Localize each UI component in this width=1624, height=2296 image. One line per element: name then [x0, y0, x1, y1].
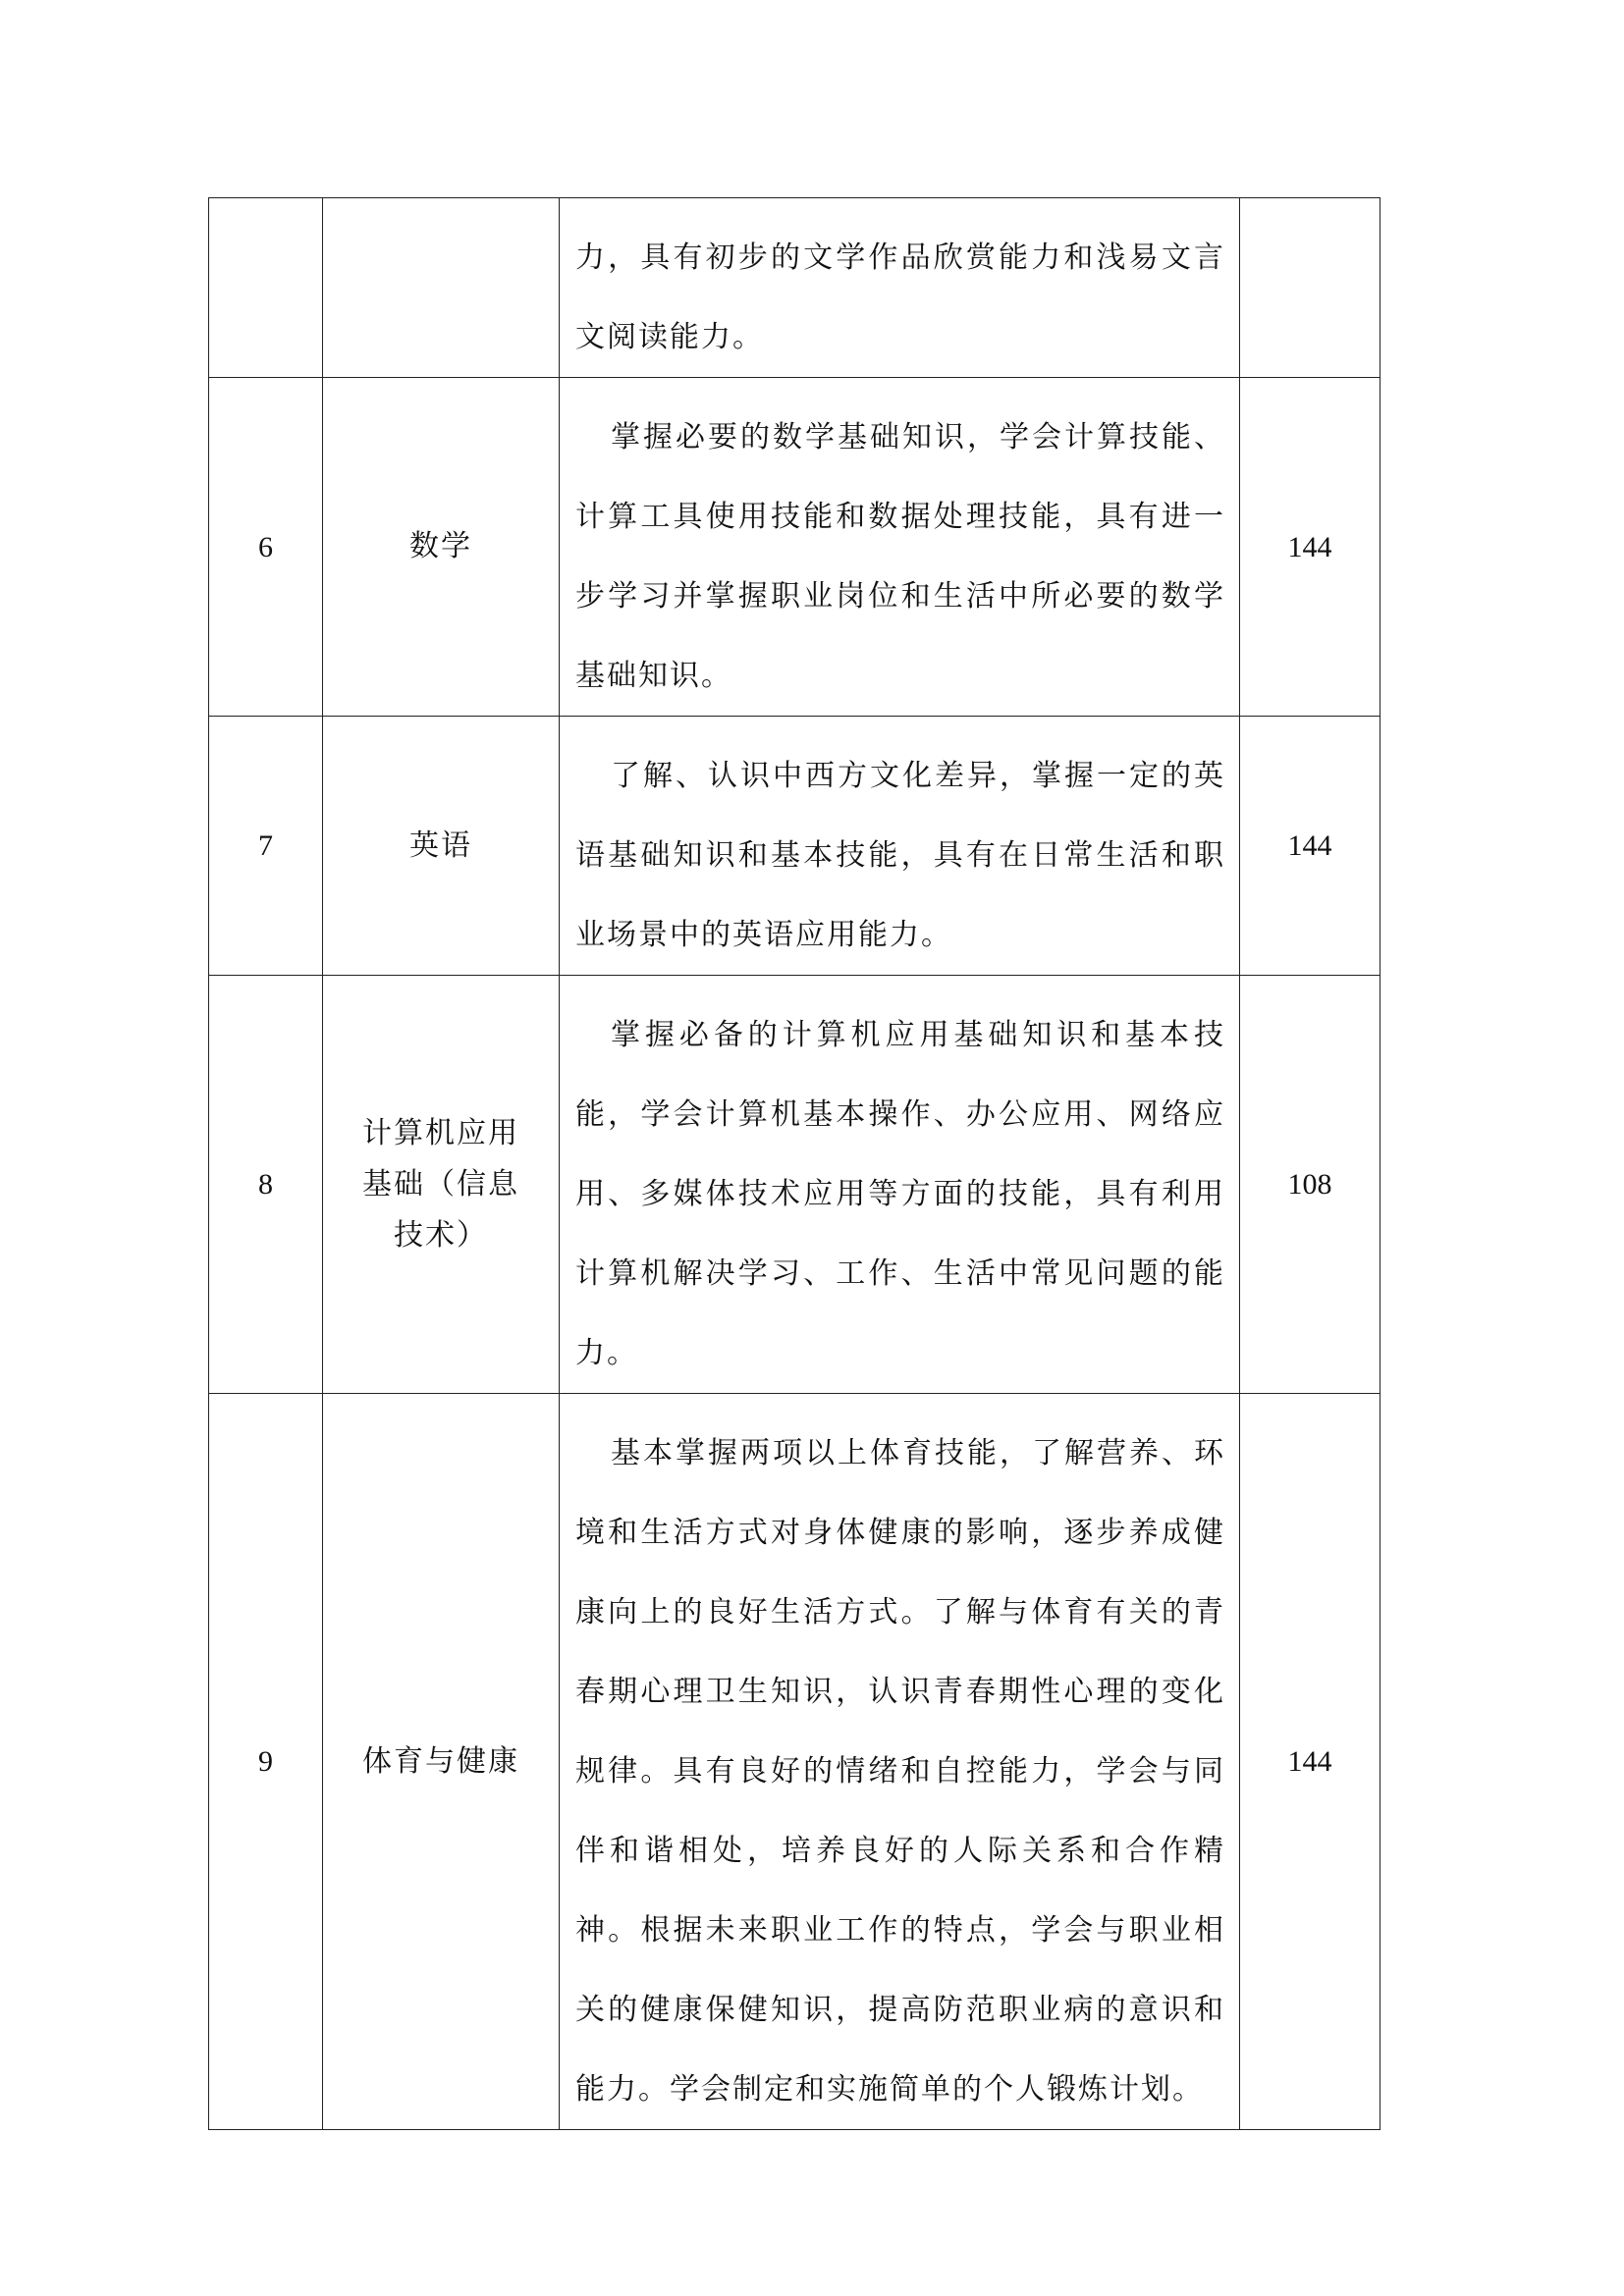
course-table	[208, 197, 1380, 2130]
course-name-cell	[323, 976, 560, 1394]
table-row	[209, 717, 1380, 976]
table-row	[209, 1394, 1380, 2130]
course-description: 基本掌握两项以上体育技能，了解营养、环境和生活方式对身体健康的影响，逐步养成健康向上的良好生活方式。了解与体育有关的青春期心理卫生知识，认识青春期性心理的变化规律。具有良好的情绪和自控能力，学会与同伴和谐相处，培养良好的人际关系和合作精神。根据未来职业工作的特点，学会与职业相关的健康保健知识，提高防范职业病的意识和能力。学会制定和实施简单的个人锻炼计划。	[575, 1436, 1225, 2107]
course-name-cell	[323, 378, 560, 717]
course-hours: 144	[1287, 1745, 1332, 1778]
row-number: 7	[258, 829, 273, 862]
row-number: 8	[258, 1168, 273, 1201]
course-description-cell	[560, 717, 1240, 976]
table-row	[209, 976, 1380, 1394]
row-number-cell	[209, 976, 323, 1394]
course-name-cell	[323, 198, 560, 378]
course-description-cell	[560, 198, 1240, 378]
course-hours-cell	[1240, 976, 1380, 1394]
course-hours-cell	[1240, 717, 1380, 976]
course-name: 英语	[409, 828, 472, 863]
course-hours: 144	[1287, 829, 1332, 862]
table-row	[209, 378, 1380, 717]
course-description-cell	[560, 1394, 1240, 2130]
course-hours: 108	[1287, 1168, 1332, 1201]
course-name-cell	[323, 1394, 560, 2130]
course-description: 力，具有初步的文学作品欣赏能力和浅易文言文阅读能力。	[575, 240, 1225, 354]
course-hours-cell	[1240, 378, 1380, 717]
row-number: 6	[258, 530, 273, 563]
course-name: 数学	[409, 529, 472, 563]
row-number-cell	[209, 1394, 323, 2130]
course-hours: 144	[1287, 530, 1332, 563]
row-number: 9	[258, 1745, 273, 1778]
course-name: 计算机应用基础（信息技术）	[362, 1115, 519, 1253]
row-number-cell	[209, 717, 323, 976]
course-description: 了解、认识中西方文化差异，掌握一定的英语基础知识和基本技能，具有在日常生活和职业场景中的英语应用能力。	[575, 759, 1225, 952]
course-name-cell	[323, 717, 560, 976]
course-description: 掌握必备的计算机应用基础知识和基本技能，学会计算机基本操作、办公应用、网络应用、多媒体技术应用等方面的技能，具有利用计算机解决学习、工作、生活中常见问题的能力。	[575, 1018, 1225, 1370]
course-description-cell	[560, 976, 1240, 1394]
course-name: 体育与健康	[362, 1743, 519, 1779]
table-row	[209, 198, 1380, 378]
row-number-cell	[209, 378, 323, 717]
course-hours-cell	[1240, 198, 1380, 378]
course-description: 掌握必要的数学基础知识，学会计算技能、计算工具使用技能和数据处理技能，具有进一步学习并掌握职业岗位和生活中所必要的数学基础知识。	[575, 420, 1225, 693]
row-number-cell	[209, 198, 323, 378]
course-hours-cell	[1240, 1394, 1380, 2130]
course-description-cell	[560, 378, 1240, 717]
